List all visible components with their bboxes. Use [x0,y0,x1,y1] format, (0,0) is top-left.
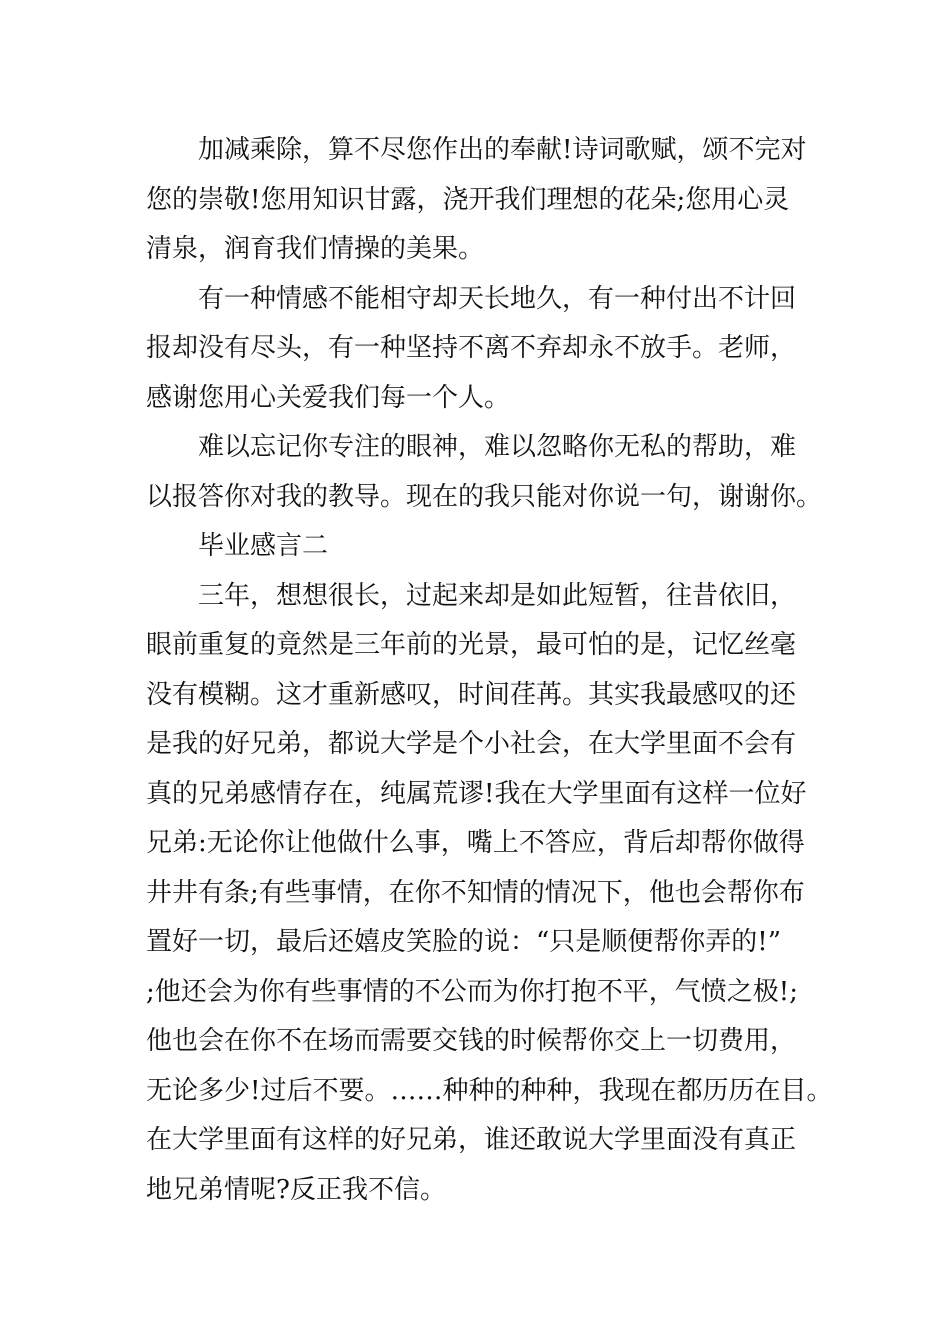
text-line: 地兄弟情呢?反正我不信。 [146,1174,446,1205]
text-line: 毕业感言二 [198,531,329,561]
text-line: 以报答你对我的教导。现在的我只能对你说一句，谢谢你。 [146,481,823,512]
text-line: 他也会在你不在场而需要交钱的时候帮你交上一切费用， [146,1026,797,1056]
text-line: 报却没有尽头，有一种坚持不离不弃却永不放手。老师， [146,333,797,363]
text-line: 清泉，润育我们情操的美果。 [146,234,485,264]
text-line: 兄弟:无论你让他做什么事，嘴上不答应，背后却帮你做得 [146,828,805,858]
text-line: 感谢您用心关爱我们每一个人。 [146,382,511,413]
text-line: ;他还会为你有些事情的不公而为你打抱不平，气愤之极!; [146,976,798,1007]
text-line: 眼前重复的竟然是三年前的光景，最可怕的是，记忆丝毫 [146,630,797,660]
text-line: 三年，想想很长，过起来却是如此短暂，往昔依旧， [198,580,797,611]
text-line: 无论多少!过后不要。……种种的种种，我现在都历历在目。 [146,1075,833,1106]
text-line: 真的兄弟感情存在，纯属荒谬!我在大学里面有这样一位好 [146,778,807,809]
text-line: 有一种情感不能相守却天长地久，有一种付出不计回 [198,283,797,314]
text-line: 井井有条;有些事情，在你不知情的情况下，他也会帮你布 [146,877,805,908]
text-line: 没有模糊。这才重新感叹，时间荏苒。其实我最感叹的还 [146,679,797,710]
text-line: 加减乘除，算不尽您作出的奉献!诗词歌赋，颂不完对 [198,135,807,165]
text-line: 您的崇敬!您用知识甘露，浇开我们理想的花朵;您用心灵 [146,184,790,215]
text-line: 难以忘记你专注的眼神，难以忽略你无私的帮助，难 [198,432,797,462]
text-line: 是我的好兄弟，都说大学是个小社会，在大学里面不会有 [146,729,797,759]
document-body [146,126,833,1215]
text-line: 在大学里面有这样的好兄弟，谁还敢说大学里面没有真正 [146,1125,797,1155]
text-line: 置好一切，最后还嬉皮笑脸的说：“只是顺便帮你弄的!” [146,927,782,957]
